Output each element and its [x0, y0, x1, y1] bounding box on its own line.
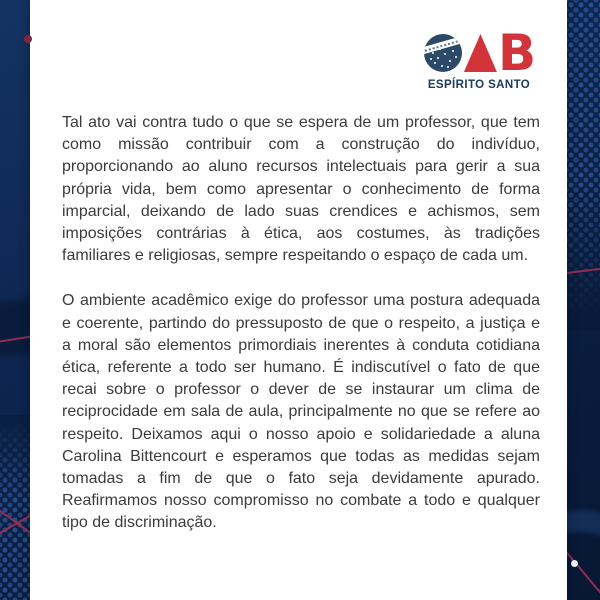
globe-band-text	[424, 36, 462, 54]
oab-logo	[420, 24, 538, 91]
halftone-dots-left	[0, 415, 30, 600]
statement-body	[62, 112, 540, 535]
statement-card	[30, 0, 567, 600]
globe-icon	[424, 34, 462, 72]
statement-paragraph-2: O ambiente acadêmico exige do professor uma postura adequada e coerente, partindo do pressuposto de que o respeito, a justiça e a moral são elementos primordiais inerentes à conduta cotidiana ética, referente a todo ser humano. É indiscutível o fato de que recai sobre o professor o dever de se instaurar um clima de reciprocidade em sala de aula, principalmente no que se refere ao respeito. Deixamos aqui o nosso apoio e solidariedade a aluna Carolina Bittencourt e esperamos que todas as medidas sejam tomadas a fim de que o fato seja devidamente apurado. Reafirmamos nosso compromisso no combate a todo e qualquer tipo de discriminação.	[62, 292, 540, 532]
oab-logo-letters	[420, 24, 538, 82]
halftone-dots-right	[566, 0, 600, 330]
statement-paragraph-1: Tal ato vai contra tudo o que se espera de um professor, que tem como missão contribuir com a construção do indivíduo, proporcionando ao aluno recursos intelectuais para gerir a sua própria vida, bem como apresentar o conhecimento de forma imparcial, deixando de lado suas crendices e achismos, sem imposições contrárias à ética, aos costumes, às tradições familiares e religiosas, sempre respeitando o espaço de cada um.	[62, 114, 540, 265]
logo-letter-a	[464, 34, 497, 72]
logo-region-label: ESPÍRITO SANTO	[427, 79, 531, 91]
logo-letter-b: B	[497, 24, 535, 82]
halftone-fade-right	[566, 0, 600, 330]
halftone-fade-left	[0, 415, 30, 495]
globe-stars	[424, 34, 426, 36]
white-dot	[571, 560, 578, 567]
globe-band	[424, 34, 462, 56]
